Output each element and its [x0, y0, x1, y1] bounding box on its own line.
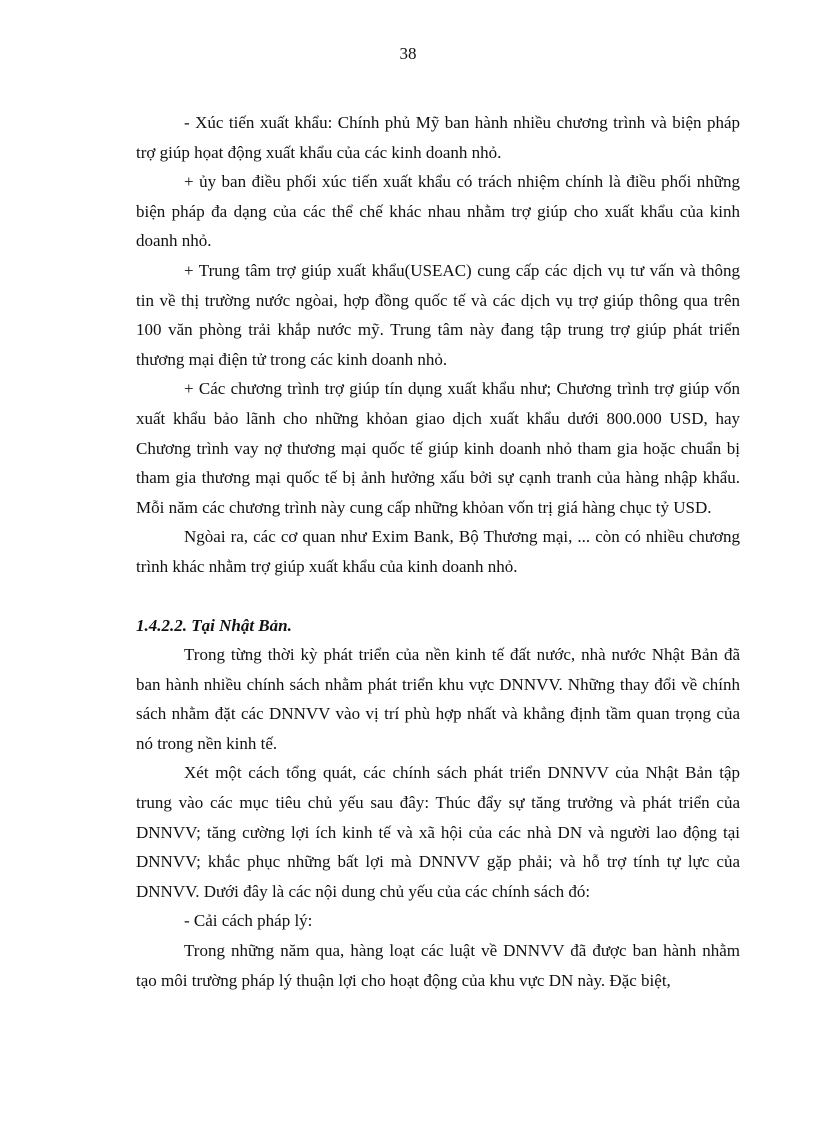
paragraph: Xét một cách tổng quát, các chính sách phát triển DNNVV của Nhật Bản tập trung vào các mục tiêu chủ yếu sau đây: Thúc đẩy sự tăng trưởng và phát triển của DNNVV; tăng cường lợi ích kinh tế và xã hội của các nhà DN và người lao động tại DNNVV; khắc phục những bất lợi mà DNNVV gặp phải; và hỗ trợ tính tự lực của DNNVV. Dưới đây là các nội dung chủ yếu của các chính sách đó: [136, 763, 740, 901]
paragraph: + ủy ban điều phối xúc tiến xuất khẩu có trách nhiệm chính là điều phối những biện pháp đa dạng của các thể chế khác nhau nhằm trợ giúp cho xuất khẩu của kinh doanh nhỏ. [136, 172, 740, 251]
document-body [136, 108, 740, 995]
paragraph: - Cải cách pháp lý: [184, 911, 313, 931]
paragraph: Trong từng thời kỳ phát triển của nền kinh tế đất nước, nhà nước Nhật Bản đã ban hành nhiều chính sách nhằm phát triển khu vực DNNVV. Những thay đổi về chính sách nhằm đặt các DNNVV vào vị trí phù hợp nhất và khẳng định tầm quan trọng của nó trong nền kinh tế. [136, 645, 740, 753]
page-number: 38 [399, 44, 417, 63]
section-heading: 1.4.2.2. Tại Nhật Bản. [136, 615, 292, 635]
paragraph: + Các chương trình trợ giúp tín dụng xuất khẩu như; Chương trình trợ giúp vốn xuất khẩu bảo lãnh cho những khỏan giao dịch xuất khẩu dưới 800.000 USD, hay Chương trình vay nợ thương mại quốc tế giúp kinh doanh nhỏ tham gia hoặc chuẩn bị tham gia thương mại quốc tế bị ảnh hưởng xấu bởi sự cạnh tranh của hàng nhập khẩu. Mỗi năm các chương trình này cung cấp những khỏan vốn trị giá hàng chục tỷ USD. [136, 379, 740, 517]
paragraph: Trong những năm qua, hàng loạt các luật về DNNVV đã được ban hành nhằm tạo môi trường pháp lý thuận lợi cho hoạt động của khu vực DN này. Đặc biệt, [136, 941, 740, 990]
paragraph: Ngòai ra, các cơ quan như Exim Bank, Bộ Thương mại, ... còn có nhiều chương trình khác nhằm trợ giúp xuất khẩu của kinh doanh nhỏ. [136, 527, 740, 576]
paragraph: - Xúc tiến xuất khẩu: Chính phủ Mỹ ban hành nhiều chương trình và biện pháp trợ giúp họat động xuất khẩu của các kinh doanh nhỏ. [136, 113, 740, 162]
paragraph: + Trung tâm trợ giúp xuất khẩu(USEAC) cung cấp các dịch vụ tư vấn và thông tin về thị trường nước ngòai, hợp đồng quốc tế và các dịch vụ trợ giúp thông qua trên 100 văn phòng trải khắp nước mỹ. Trung tâm này đang tập trung trợ giúp phát triển thương mại điện tử trong các kinh doanh nhỏ. [136, 260, 740, 369]
